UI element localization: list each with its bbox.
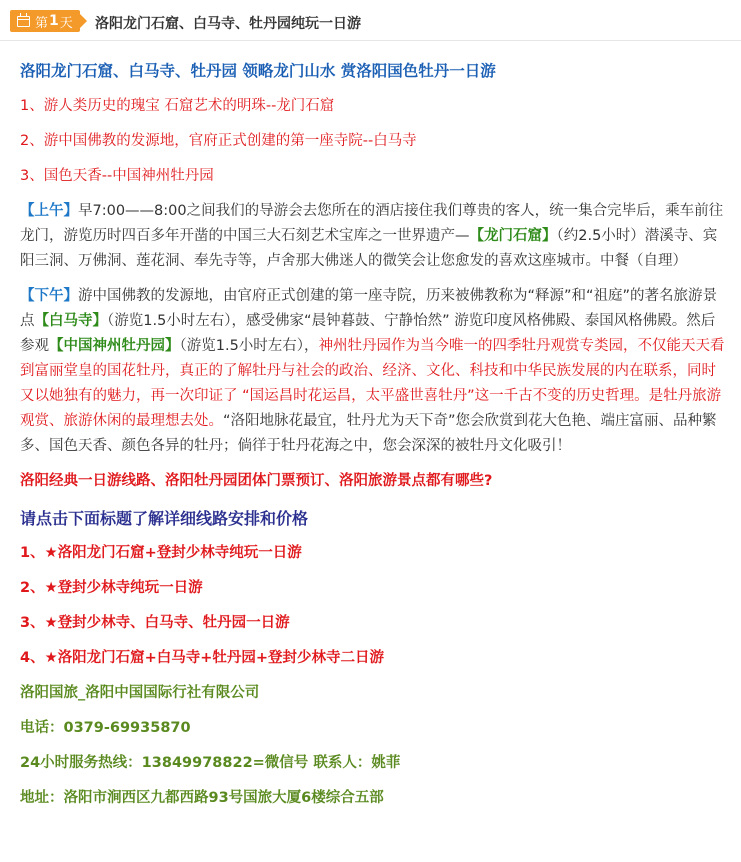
route-num: 3、 — [20, 615, 45, 631]
route-link-2[interactable] — [20, 576, 725, 601]
company-address: 地址：洛阳市涧西区九都西路93号国旅大厦6楼综合五部 — [20, 790, 384, 806]
afternoon-text-3: （游览1.5小时左右）， — [179, 338, 319, 354]
route-label: 登封少林寺、白马寺、牡丹园一日游 — [57, 615, 290, 631]
intro-point-2: 2、游中国佛教的发源地，官府正式创建的第一座寺院--白马寺 — [20, 133, 417, 149]
route-link-4[interactable] — [20, 646, 725, 671]
day-title: 洛阳龙门石窟、白马寺、牡丹园纯玩一日游 — [95, 16, 361, 32]
morning-paragraph — [20, 199, 725, 274]
day-suffix: 天 — [59, 15, 73, 31]
route-num: 4、 — [20, 650, 45, 666]
morning-text-2: （约2.5小时）潜溪寺、宾阳三洞、万佛洞、莲花洞、奉先寺等，卢舍那大佛迷人的微笑会让您愈发的喜欢这座城市。中餐（自理） — [20, 228, 718, 269]
morning-tag: 【上午】 — [20, 203, 78, 219]
route-label: 登封少林寺纯玩一日游 — [57, 580, 203, 596]
click-prompt: 请点击下面标题了解详细线路安排和价格 — [20, 509, 309, 528]
morning-text-1: 早7:00——8:00之间我们的导游会去您所在的酒店接住我们尊贵的客人，统一集合完毕后，乘车前往龙门，游览历时四百多年开凿的中国三大石刻艺术宝库之一世界遗产— — [20, 203, 724, 244]
afternoon-paragraph — [20, 284, 725, 459]
intro-title: 洛阳龙门石窟、白马寺、牡丹园 领略龙门山水 赏洛阳国色牡丹一日游 — [20, 62, 496, 80]
faq-question: 洛阳经典一日游线路、洛阳牡丹园团体门票预订、洛阳旅游景点都有哪些? — [20, 473, 493, 489]
star-icon: ★ — [44, 615, 58, 631]
route-num: 2、 — [20, 580, 45, 596]
day-header — [0, 0, 741, 41]
itinerary-content — [0, 59, 741, 811]
route-link-1[interactable] — [20, 541, 725, 566]
intro-point-1: 1、游人类历史的瑰宝 石窟艺术的明珠--龙门石窟 — [20, 98, 335, 114]
day-prefix: 第 — [35, 15, 49, 31]
badge-arrow — [80, 14, 87, 28]
day-badge — [10, 10, 80, 32]
star-icon: ★ — [44, 580, 58, 596]
intro-point-3: 3、国色天香--中国神州牡丹园 — [20, 168, 214, 184]
afternoon-text-1: 游中国佛教的发源地，由官府正式创建的第一座寺院，历来被佛教称为“释源”和“祖庭”的著名旅游景点 — [20, 288, 718, 329]
route-num: 1、 — [20, 545, 45, 561]
route-link-3[interactable] — [20, 611, 725, 636]
star-icon: ★ — [44, 545, 58, 561]
longmen-highlight: 【龙门石窟】 — [469, 228, 557, 244]
day-number: 1 — [49, 13, 59, 29]
company-phone: 电话：0379-69935870 — [20, 720, 191, 736]
baimasi-highlight: 【白马寺】 — [34, 313, 107, 329]
afternoon-text-2: （游览1.5小时左右），感受佛家“晨钟暮鼓、宁静怡然” 游览印度风格佛殿、泰国风格佛殿。然后参观 — [20, 313, 716, 354]
company-name: 洛阳国旅_洛阳中国国际行社有限公司 — [20, 685, 260, 701]
afternoon-tag: 【下午】 — [20, 288, 78, 304]
route-label: 洛阳龙门石窟+登封少林寺纯玩一日游 — [57, 545, 302, 561]
peony-park-description: 神州牡丹园作为当今唯一的四季牡丹观赏专类园，不仅能天天看到富丽堂皇的国花牡丹，真正的了解牡丹与社会的政治、经济、文化、科技和中华民族发展的内在联系，同时又以她独有的魅力，再一次印证了 “国运昌时花运昌，太平盛世喜牡丹”这一千古不变的历史哲理。是牡丹旅游观赏、旅游休闲的最理想去处。 — [20, 338, 725, 429]
peony-park-highlight: 【中国神州牡丹园】 — [49, 338, 180, 354]
calendar-icon — [17, 16, 30, 27]
route-label: 洛阳龙门石窟+白马寺+牡丹园+登封少林寺二日游 — [57, 650, 385, 666]
afternoon-text-4: “洛阳地脉花最宜，牡丹尤为天下奇”您会欣赏到花大色艳、端庄富丽、品种繁多、国色天香、颜色各异的牡丹；倘徉于牡丹花海之中，您会深深的被牡丹文化吸引！ — [20, 413, 717, 454]
company-hotline: 24小时服务热线：13849978822=微信号 联系人：姚菲 — [20, 755, 401, 771]
star-icon: ★ — [44, 650, 58, 666]
